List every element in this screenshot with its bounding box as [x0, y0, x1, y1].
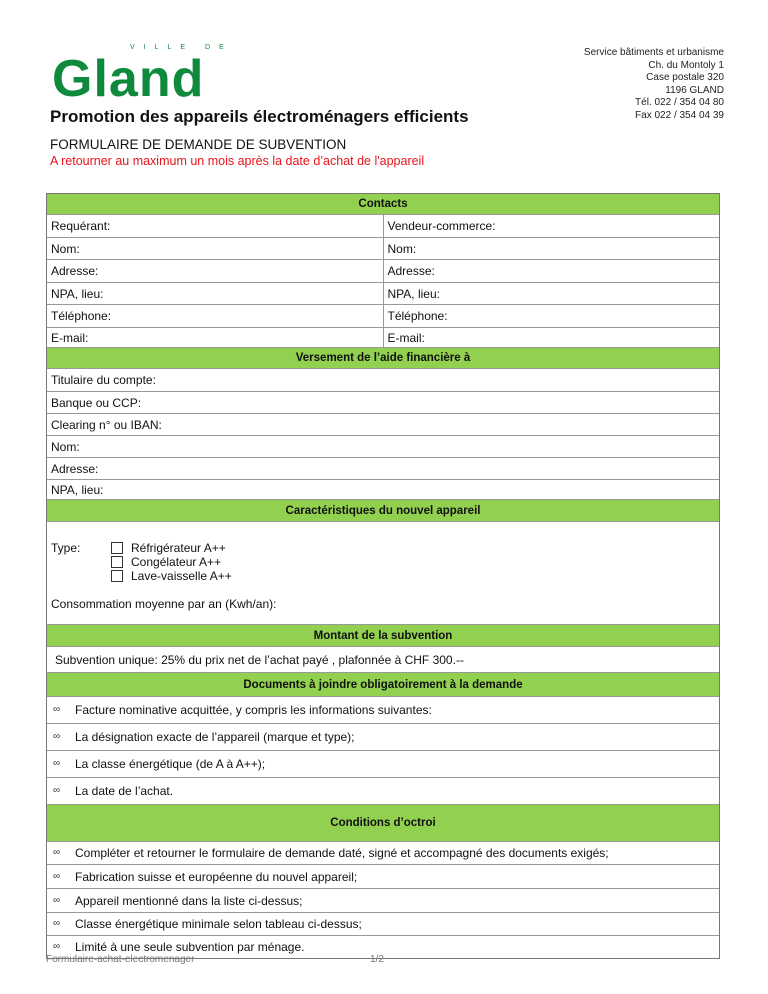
checkbox[interactable] — [111, 556, 123, 568]
montant-header: Montant de la subvention — [47, 625, 719, 646]
address-line: Tél. 022 / 354 04 80 — [635, 97, 724, 108]
bullet-icon: ∞ — [53, 704, 61, 715]
requerant-field[interactable]: Requérant: — [51, 219, 111, 233]
contacts-header: Contacts — [47, 194, 719, 214]
list-item — [47, 697, 719, 723]
req-npa-field[interactable]: NPA, lieu: — [51, 286, 104, 301]
bullet-icon: ∞ — [53, 894, 61, 906]
item-text: Limité à une seule subvention par ménage. — [75, 940, 305, 954]
versement-header: Versement de l’aide financière à — [47, 348, 719, 368]
return-notice: A retourner au maximum un mois après la date d’achat de l'appareil — [50, 154, 425, 168]
vend-telephone-field[interactable]: Téléphone: — [383, 305, 720, 327]
conditions-header: Conditions d’octroi — [47, 805, 719, 841]
item-text: La désignation exacte de l’appareil (marque et type); — [75, 730, 355, 744]
page-title: Promotion des appareils électroménagers efficients — [50, 107, 469, 126]
iban-field[interactable]: Clearing n° ou IBAN: — [51, 417, 162, 432]
vers-adresse-field[interactable]: Adresse: — [51, 461, 99, 476]
item-text: Classe énergétique minimale selon tableau ci-dessus; — [75, 917, 362, 931]
caract-header: Caractéristiques du nouvel appareil — [47, 500, 719, 521]
list-item — [47, 889, 719, 912]
req-adresse-field[interactable]: Adresse: — [51, 264, 99, 278]
vend-npa-field[interactable]: NPA, lieu: — [383, 283, 720, 304]
vendeur-field[interactable]: Vendeur-commerce: — [383, 215, 720, 237]
req-telephone-field[interactable]: Téléphone: — [51, 309, 112, 323]
subsidy-form — [46, 193, 720, 959]
item-text: Compléter et retourner le formulaire de demande daté, signé et accompagné des documents exigés; — [75, 846, 609, 860]
list-item — [47, 842, 719, 864]
footer-filename: Formulaire-achat-electromenager — [46, 954, 195, 965]
checkbox[interactable] — [111, 542, 123, 554]
documents-header: Documents à joindre obligatoirement à la demande — [47, 673, 719, 696]
vend-nom-field[interactable]: Nom: — [383, 238, 720, 259]
bullet-icon: ∞ — [53, 758, 61, 769]
appliance-section — [47, 521, 719, 624]
type-label: Type: — [51, 541, 81, 555]
req-email-field[interactable]: E-mail: — [51, 330, 89, 345]
montant-text: Subvention unique: 25% du prix net de l’achat payé , plafonnée à CHF 300.-- — [55, 652, 464, 667]
item-text: La date de l’achat. — [75, 784, 174, 798]
option-label: Congélateur A++ — [131, 555, 222, 569]
logo-ville-de: VILLE DE — [130, 44, 233, 51]
address-line: 1196 GLAND — [665, 84, 724, 96]
vend-email-field[interactable]: E-mail: — [383, 328, 720, 347]
consumption-field[interactable]: Consommation moyenne par an (Kwh/an): — [51, 597, 277, 611]
checkbox[interactable] — [111, 570, 123, 582]
option-label: Réfrigérateur A++ — [131, 541, 226, 555]
form-subtitle: FORMULAIRE DE DEMANDE DE SUBVENTION — [50, 137, 347, 152]
address-line: Service bâtiments et urbanisme — [583, 47, 724, 58]
list-item — [47, 724, 719, 750]
item-text: La classe énergétique (de A à A++); — [75, 757, 266, 771]
option-label: Lave-vaisselle A++ — [131, 569, 232, 583]
address-line: Case postale 320 — [646, 72, 724, 83]
list-item — [47, 865, 719, 888]
item-text: Facture nominative acquittée, y compris les informations suivantes: — [75, 703, 432, 717]
address-line: Ch. du Montoly 1 — [648, 59, 724, 71]
bullet-icon: ∞ — [53, 785, 61, 796]
vers-nom-field[interactable]: Nom: — [51, 439, 80, 454]
titulaire-field[interactable]: Titulaire du compte: — [51, 373, 156, 387]
option-lave-vaisselle[interactable] — [111, 569, 232, 583]
item-text: Appareil mentionné dans la liste ci-dessus; — [75, 893, 303, 908]
banque-field[interactable]: Banque ou CCP: — [51, 395, 142, 410]
list-item — [47, 778, 719, 804]
address-line: Fax 022 / 354 04 39 — [635, 109, 724, 121]
address-block — [584, 47, 724, 122]
vend-adresse-field[interactable]: Adresse: — [383, 260, 720, 282]
gland-logo — [52, 44, 257, 108]
option-refrigerateur[interactable] — [111, 541, 232, 555]
bullet-icon: ∞ — [53, 847, 61, 858]
bullet-icon: ∞ — [53, 870, 61, 882]
option-congelateur[interactable] — [111, 555, 232, 569]
footer-page-number: 1/2 — [370, 954, 384, 965]
bullet-icon: ∞ — [53, 731, 61, 742]
list-item — [47, 751, 719, 777]
bullet-icon: ∞ — [53, 918, 61, 929]
req-nom-field[interactable]: Nom: — [51, 241, 80, 256]
item-text: Fabrication suisse et européenne du nouvel appareil; — [75, 869, 358, 884]
bullet-icon: ∞ — [53, 941, 61, 952]
logo-gland: Gland — [52, 50, 205, 108]
vers-npa-field[interactable]: NPA, lieu: — [51, 482, 104, 497]
list-item — [47, 913, 719, 935]
